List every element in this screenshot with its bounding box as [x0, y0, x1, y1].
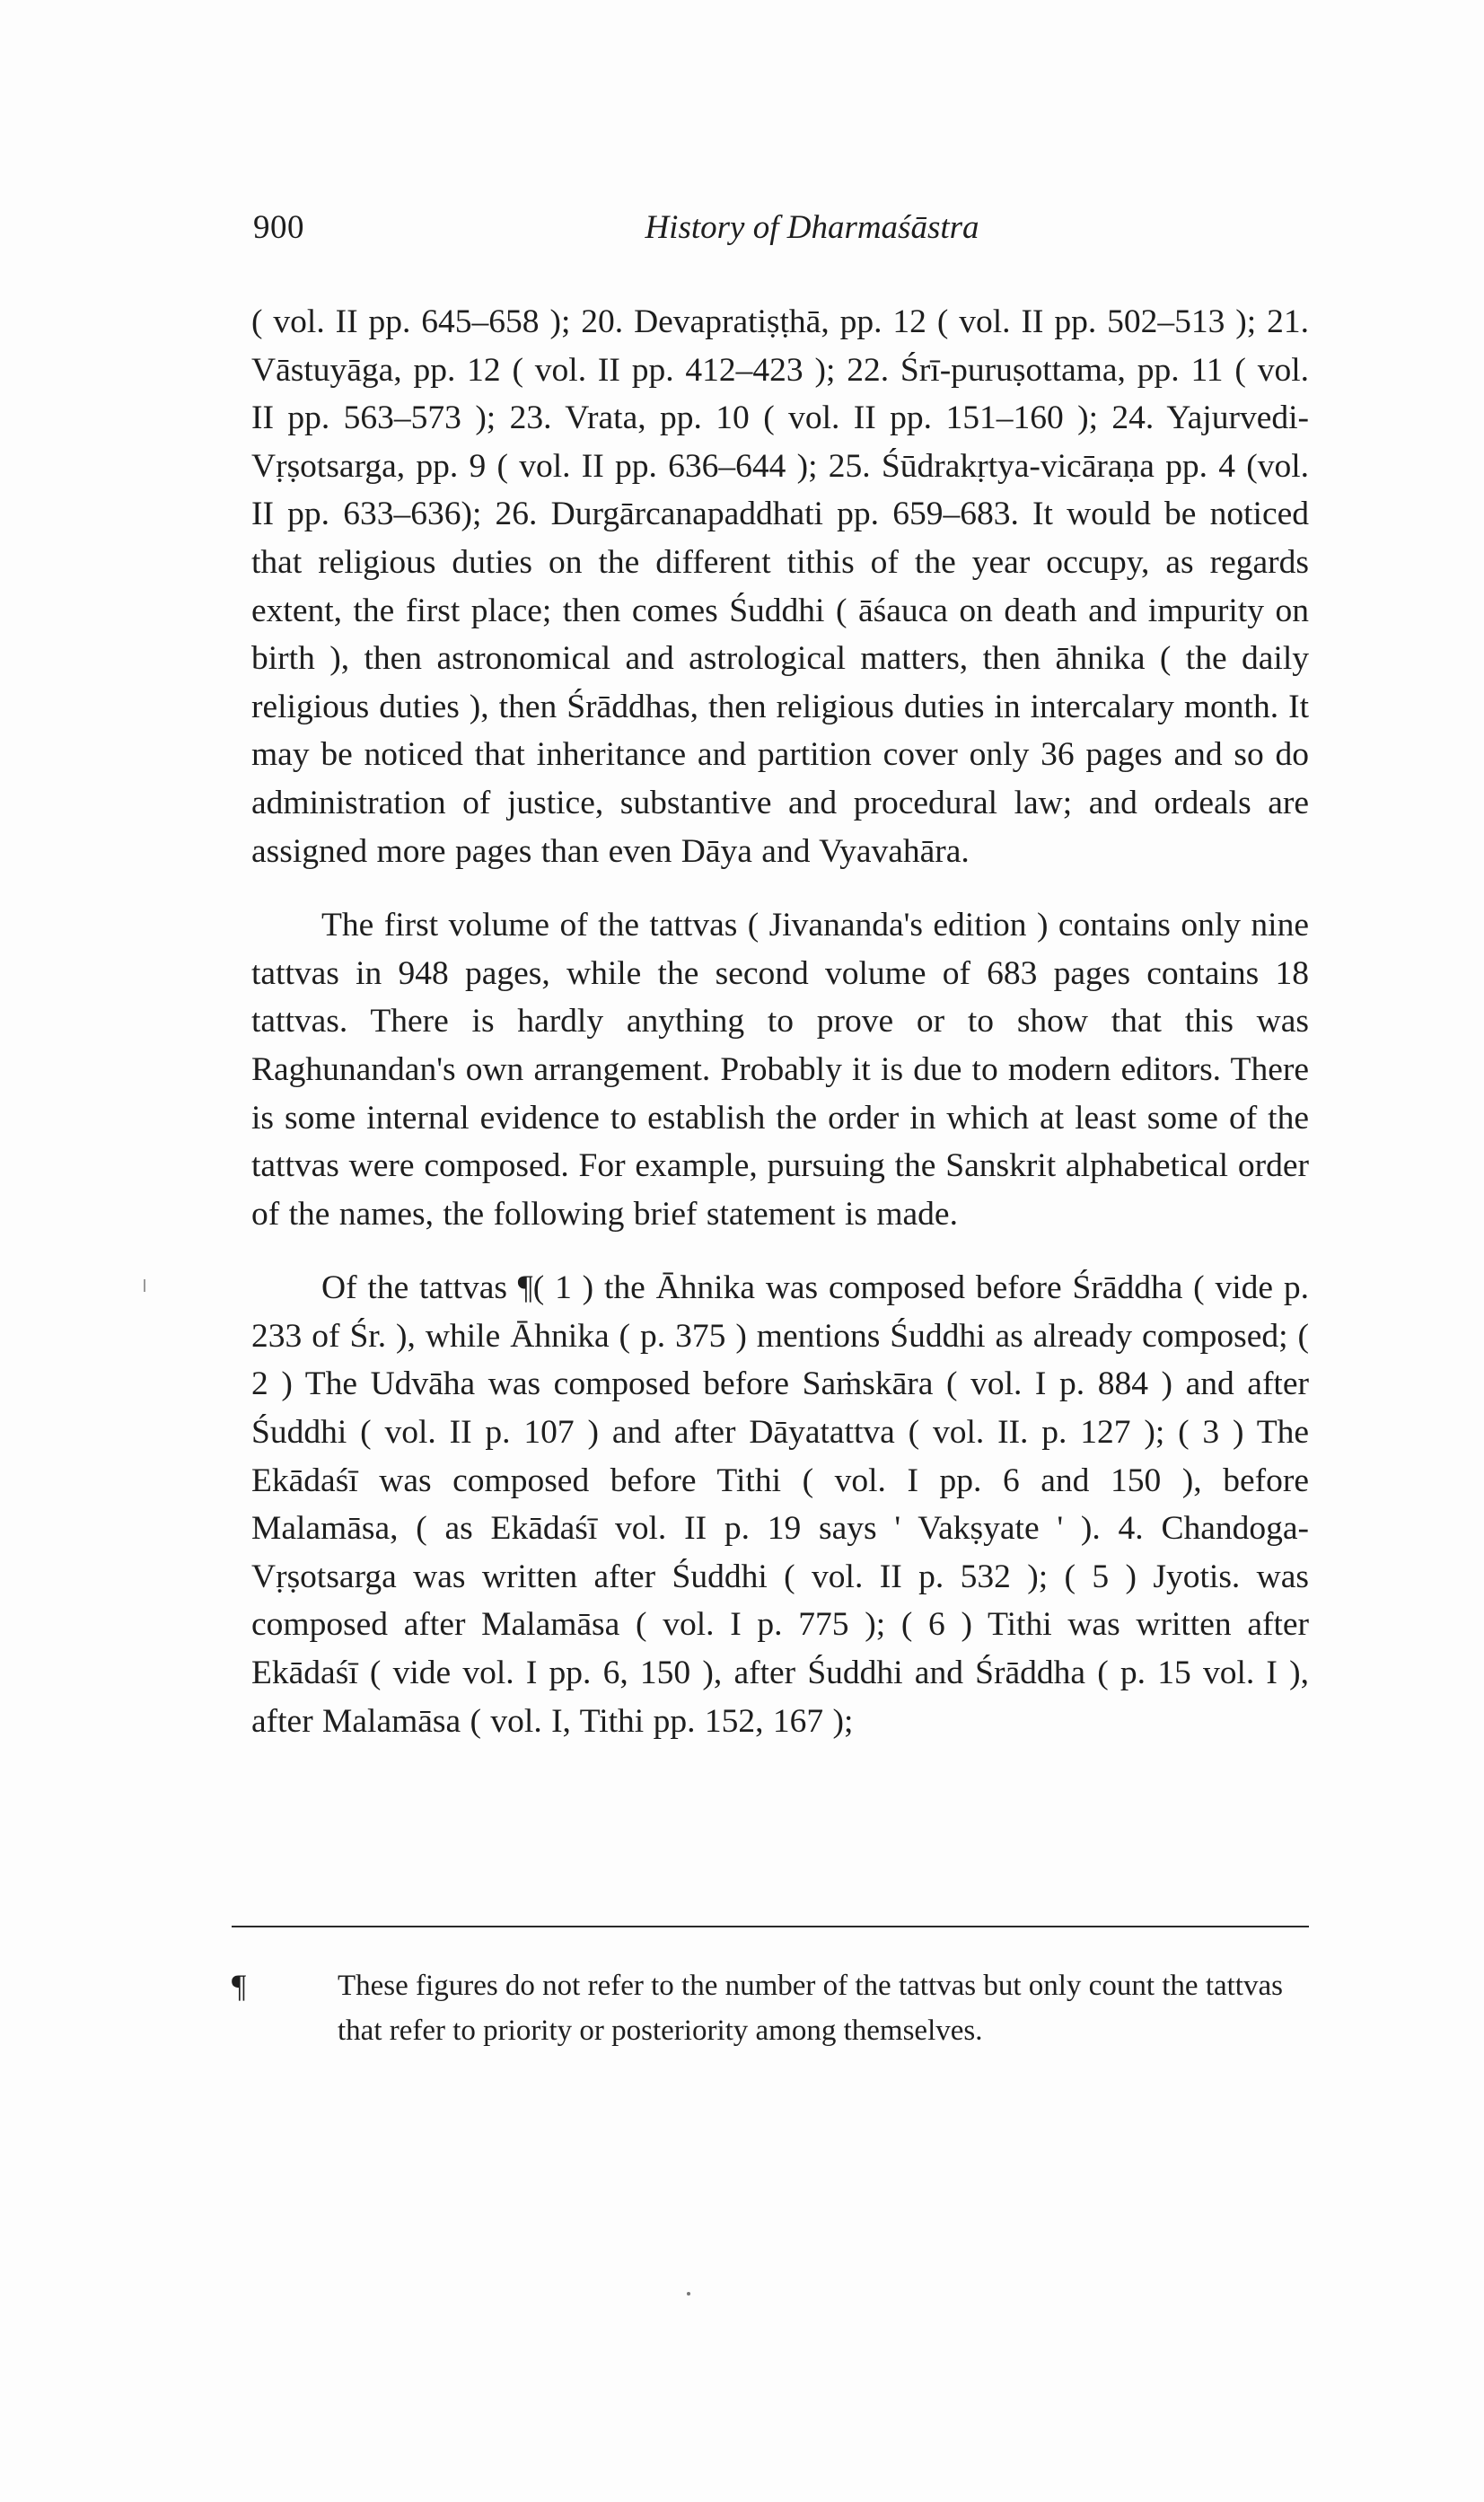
running-title: History of Dharmaśāstra: [645, 209, 979, 246]
main-text: [251, 298, 1309, 1745]
footnote-mark: ¶: [232, 1968, 247, 2004]
paragraph-composition-order: Of the tattvas ¶( 1 ) the Āhnika was composed before Śrāddha ( vide p. 233 of Śr. ), while Āhnika ( p. 375 ) mentions Śuddhi as already composed; ( 2 ) The Udvāha was composed before Saṁskāra ( vol. I p. 884 ) and after Śuddhi ( vol. II p. 107 ) and after Dāyatattva ( vol. II. p. 127 ); ( 3 ) The Ekādaśī was composed before Tithi ( vol. I pp. 6 and 150 ), before Malamāsa, ( as Ekādaśī vol. II p. 19 says ' Vakṣyate ' ). 4. Chandoga-Vṛṣotsarga was written after Śuddhi ( vol. II p. 532 ); ( 5 ) Jyotis. was composed after Malamāsa ( vol. I p. 775 ); ( 6 ) Tithi was written after Ekādaśī ( vide vol. I pp. 6, 150 ), after Śuddhi and Śrāddha ( p. 15 vol. I ), after Malamāsa ( vol. I, Tithi pp. 152, 167 );: [251, 1269, 1309, 1740]
footnote: [232, 1963, 1309, 2053]
footnote-divider: [232, 1926, 1309, 1927]
paragraph-tattvas-volumes: The first volume of the tattvas ( Jivananda's edition ) contains only nine tattvas in 948 pages, while the second volume of 683 pages contains 18 tattvas. There is hardly anything to prove or to show that this was Raghunandan's own arrangement. Probably it is due to modern editors. There is some internal evidence to establish the order in which at least some of the tattvas were composed. For example, pursuing the Sanskrit alphabetical order of the names, the following brief statement is made.: [251, 907, 1309, 1233]
footnote-text: These figures do not refer to the number of the tattvas but only count the tattvas that refer to priority or posteriority among themselves.: [338, 1970, 1283, 2047]
page-header: [253, 208, 1308, 253]
scan-speck: [687, 2292, 690, 2296]
page-number: 900: [253, 209, 304, 246]
margin-mark: [144, 1279, 145, 1292]
paragraph-continuation: ( vol. II pp. 645–658 ); 20. Devapratiṣṭhā, pp. 12 ( vol. II pp. 502–513 ); 21. Vāstuyāga, pp. 12 ( vol. II pp. 412–423 ); 22. Śrī-puruṣottama, pp. 11 ( vol. II pp. 563–573 ); 23. Vrata, pp. 10 ( vol. II pp. 151–160 ); 24. Yajurvedi-Vṛṣotsarga, pp. 9 ( vol. II pp. 636–644 ); 25. Śūdrakṛtya-vicāraṇa pp. 4 (vol. II pp. 633–636); 26. Durgārcanapaddhati pp. 659–683. It would be noticed that religious duties on the different tithis of the year occupy, as regards extent, the first place; then comes Śuddhi ( āśauca on death and impurity on birth ), then astronomical and astrological matters, then āhnika ( the daily religious duties ), then Śrāddhas, then religious duties in intercalary month. It may be noticed that inheritance and partition cover only 36 pages and so do administration of justice, substantive and procedural law; and ordeals are assigned more pages than even Dāya and Vyavahāra.: [251, 303, 1309, 870]
